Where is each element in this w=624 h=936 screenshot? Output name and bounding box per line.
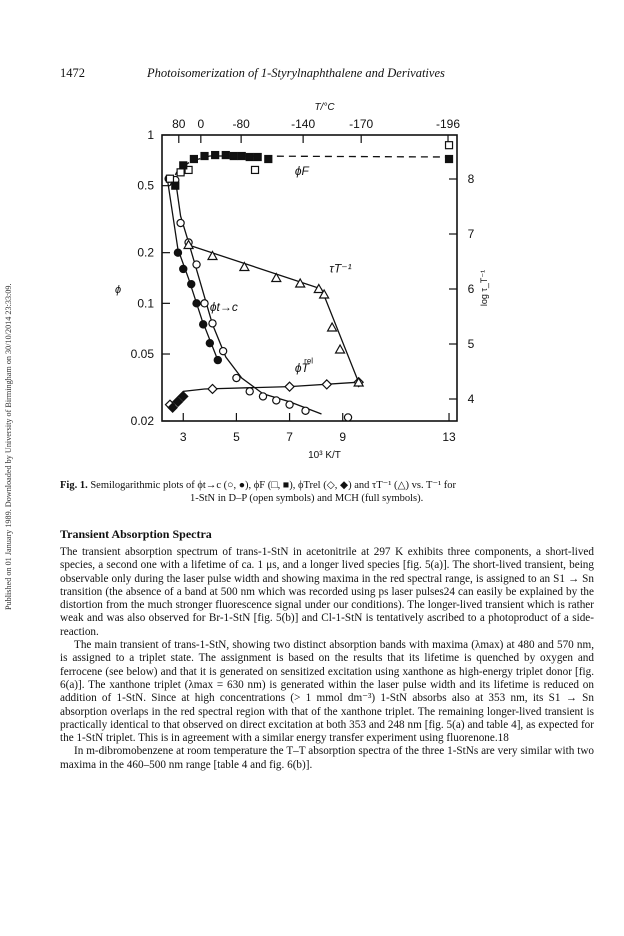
- label-phi-rel: ϕT: [294, 361, 309, 376]
- label-phi-rel-sup: rel: [304, 356, 314, 366]
- side-note: [4, 110, 18, 610]
- paragraph-2: The main transient of trans-1-StN, showing two distinct absorption bands with maxima (λmax) at 480 and 570 nm, is assigned to a triplet state. The assignment is based on the results that its lifetime is quenched by oxygen and ferrocene (see below) and that it is generated on sensitized excitation using xanthone as high-energy triplet donor [fig. 6(a)]. The xanthone triplet (λmax = 630 nm) is generated within the laser pulse width and its lifetime is reduced on addition of 1-StN. Since at high concentrations (> 1 mmol dm⁻³) 1-StN absorbs also at 353 nm, its S1 → Sn absorption overlaps in the red spectral region with that of the xanthone triplet. The remaining longer-lived transient is practically identical to that observed on direct excitation at both 353 and 248 nm [fig. 5(a) and table 4], as expected for the 1-StN triplet. This is in agreement with a similar energy transfer experiment using fluorenone.18: [60, 639, 594, 745]
- open-circle-point: [273, 397, 280, 404]
- label-phi-tc: ϕt→c: [209, 300, 238, 315]
- y-axis-title: ϕ: [114, 284, 122, 296]
- open-square-point: [252, 166, 259, 173]
- top-tick-label: -80: [232, 117, 250, 131]
- open-square-point: [446, 142, 453, 149]
- label-tau: τT⁻¹: [329, 261, 352, 276]
- filled-circle-point: [188, 281, 195, 288]
- open-circle-point: [209, 320, 216, 327]
- open-circle-point: [286, 401, 293, 408]
- filled-circle-point: [214, 357, 221, 364]
- x-tick-label: 13: [442, 430, 456, 444]
- filled-square-point: [230, 153, 237, 160]
- y-tick-label: 1: [147, 128, 154, 142]
- body-text: [60, 546, 594, 772]
- top-tick-label: -196: [435, 117, 461, 131]
- curve-1: [170, 156, 449, 186]
- figure-caption: [60, 479, 590, 505]
- caption-line-2: 1-StN in D–P (open symbols) and MCH (full symbols).: [190, 493, 424, 504]
- running-title: Photoisomerization of 1-Styrylnaphthalene and Derivatives: [147, 66, 445, 80]
- filled-circle-point: [200, 321, 207, 328]
- y2-tick-label: 6: [467, 282, 475, 296]
- open-circle-point: [233, 374, 240, 381]
- open-triangle-point: [208, 252, 217, 260]
- open-diamond-point: [322, 380, 331, 389]
- open-diamond-point: [208, 384, 217, 393]
- open-circle-point: [259, 393, 266, 400]
- caption-label: Fig. 1.: [60, 480, 88, 491]
- y2-tick-label: 7: [467, 227, 475, 241]
- open-diamond-point: [285, 382, 294, 391]
- open-circle-point: [193, 261, 200, 268]
- side-note-text: Published on 01 January 1989. Downloaded by University of Birmingham on 30/10/2014 23:33:09.: [4, 283, 13, 610]
- filled-circle-point: [206, 340, 213, 347]
- x-tick-label: 7: [286, 430, 293, 444]
- filled-square-point: [172, 182, 179, 189]
- caption-line-1: Semilogarithmic plots of ϕt→c (○, ●), ϕF (□, ■), ϕTrel (◇, ◆) and τT⁻¹ (△) vs. T⁻¹ for: [90, 480, 457, 491]
- label-phi-f: ϕF: [294, 163, 309, 178]
- paragraph-1: The transient absorption spectrum of trans-1-StN in acetonitrile at 297 K exhibits three components, a short-lived species, a second one with a lifetime of ca. 1 μs, and a longer lived species [fig. 5(a)]. The short-lived transient, being observable only during the laser pulse width and showing maxima in the red spectral range, is assigned to an S1 → Sn transition (the absence of a band at 500 nm which was recorded using ps laser pulses24 can easily be explained by the distortion from the much stronger fluorescence signal under our conditions). The longer-lived transient which is rather weak and was also observed for Br-1-StN [fig. 5(b)] and Cl-1-StN is tentatively ascribed to a photoproduct of a side-reaction.: [60, 546, 594, 638]
- section-title: Transient Absorption Spectra: [60, 527, 212, 541]
- filled-circle-point: [193, 300, 200, 307]
- filled-square-point: [190, 156, 197, 163]
- curve-3: [167, 179, 218, 360]
- open-circle-point: [302, 407, 309, 414]
- filled-square-point: [246, 154, 253, 161]
- top-tick-label: 0: [197, 117, 205, 131]
- open-circle-point: [246, 388, 253, 395]
- open-triangle-point: [336, 345, 345, 353]
- paragraph-3: In m-dibromobenzene at room temperature the T–T absorption spectra of the three 1-StNs are very similar with two maxima in the 460–500 nm range [table 4 and fig. 6(b)].: [60, 745, 594, 771]
- open-square-point: [177, 169, 184, 176]
- x-tick-label: 3: [179, 430, 187, 444]
- plot-frame: [162, 135, 457, 421]
- x-tick-label: 5: [233, 430, 240, 444]
- open-circle-point: [344, 414, 351, 421]
- filled-circle-point: [174, 249, 181, 256]
- top-tick-label: 80: [172, 117, 186, 131]
- filled-square-point: [238, 153, 245, 160]
- filled-square-point: [201, 153, 208, 160]
- top-tick-label: -140: [291, 117, 316, 131]
- y2-tick-label: 8: [467, 172, 475, 186]
- y-tick-label: 0.5: [137, 178, 154, 193]
- open-triangle-point: [240, 263, 249, 271]
- filled-square-point: [212, 152, 219, 159]
- y-tick-label: 0.1: [137, 296, 154, 311]
- y-tick-label: 0.05: [130, 347, 154, 362]
- filled-square-point: [222, 152, 229, 159]
- curve-2: [175, 179, 321, 414]
- filled-square-point: [254, 154, 261, 161]
- y2-tick-label: 5: [467, 337, 475, 351]
- open-circle-point: [220, 348, 227, 355]
- figure-chart: [110, 90, 490, 475]
- open-circle-point: [177, 219, 184, 226]
- x-axis-title: 10³ K/T: [308, 450, 341, 461]
- page-number: 1472: [60, 66, 85, 80]
- top-tick-label: -170: [349, 117, 374, 131]
- top-axis-title: T/°C: [314, 102, 335, 113]
- open-square-point: [166, 175, 173, 182]
- filled-square-point: [446, 156, 453, 163]
- filled-square-point: [265, 156, 272, 163]
- y2-axis-title: log τ_T⁻¹: [479, 269, 489, 307]
- open-circle-point: [201, 300, 208, 307]
- y-tick-label: 0.2: [137, 245, 154, 260]
- y2-tick-label: 4: [467, 392, 475, 406]
- filled-square-point: [180, 162, 187, 169]
- x-tick-label: 9: [339, 430, 347, 444]
- filled-circle-point: [180, 265, 187, 272]
- y-tick-label: 0.02: [130, 414, 154, 428]
